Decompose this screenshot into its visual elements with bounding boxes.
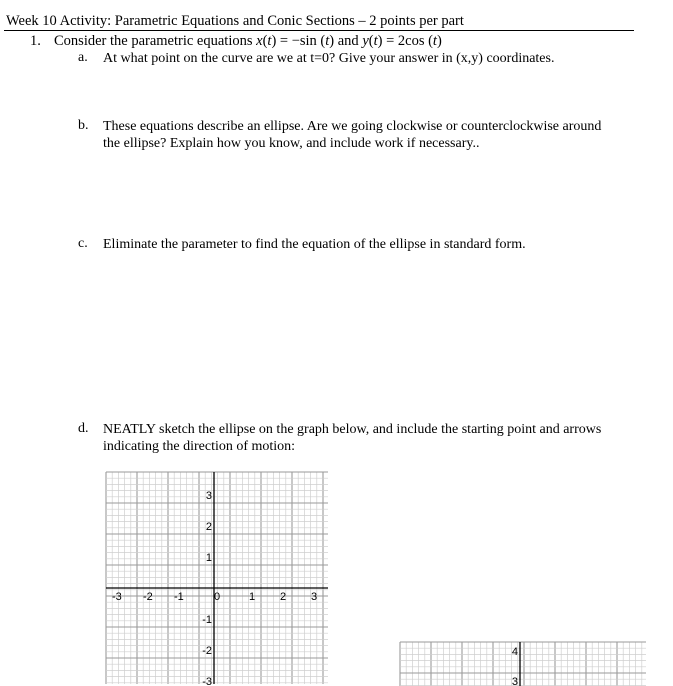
x-tick-label: -3 bbox=[112, 591, 122, 604]
x-tick-label: 2 bbox=[280, 591, 287, 604]
part-c-letter: c. bbox=[78, 236, 88, 251]
part-d-letter: d. bbox=[78, 421, 89, 436]
question-text: Consider the parametric equations x(t) = −sin (t) and y(t) = 2cos (t) bbox=[54, 33, 442, 49]
part-b-letter: b. bbox=[78, 118, 89, 133]
question-number: 1. bbox=[30, 33, 41, 49]
page-title: Week 10 Activity: Parametric Equations and Conic Sections – 2 points per part bbox=[6, 13, 464, 29]
y-tick-label: 2 bbox=[205, 521, 212, 533]
part-b-line-2: the ellipse? Explain how you know, and include work if necessary.. bbox=[103, 136, 480, 151]
x-tick-label: -1 bbox=[174, 591, 184, 604]
y-tick-label: 3 bbox=[205, 490, 212, 502]
y-tick-label: -1 bbox=[202, 614, 212, 626]
y-tick-label: 4 bbox=[511, 646, 518, 658]
coordinate-grid-partial bbox=[398, 640, 648, 686]
x-tick-label: -2 bbox=[143, 591, 153, 604]
part-a-text: At what point on the curve are we at t=0? Give your answer in (x,y) coordinates. bbox=[103, 51, 555, 66]
y-tick-label: -2 bbox=[202, 645, 212, 657]
x-tick-label: 0 bbox=[214, 591, 221, 604]
title-underline bbox=[4, 30, 634, 31]
part-a-letter: a. bbox=[78, 50, 88, 65]
y-tick-label: 3 bbox=[511, 676, 518, 686]
part-d-line-1: NEATLY sketch the ellipse on the graph below, and include the starting point and arrows bbox=[103, 422, 602, 437]
coordinate-grid bbox=[104, 470, 330, 686]
y-tick-label: -3 bbox=[202, 676, 212, 686]
part-c-text: Eliminate the parameter to find the equation of the ellipse in standard form. bbox=[103, 237, 526, 252]
y-tick-label: 1 bbox=[205, 552, 212, 564]
x-tick-label: 1 bbox=[249, 591, 256, 604]
x-tick-label: 3 bbox=[311, 591, 318, 604]
part-b-line-1: These equations describe an ellipse. Are we going clockwise or counterclockwise around bbox=[103, 119, 602, 134]
part-d-line-2: indicating the direction of motion: bbox=[103, 439, 296, 454]
